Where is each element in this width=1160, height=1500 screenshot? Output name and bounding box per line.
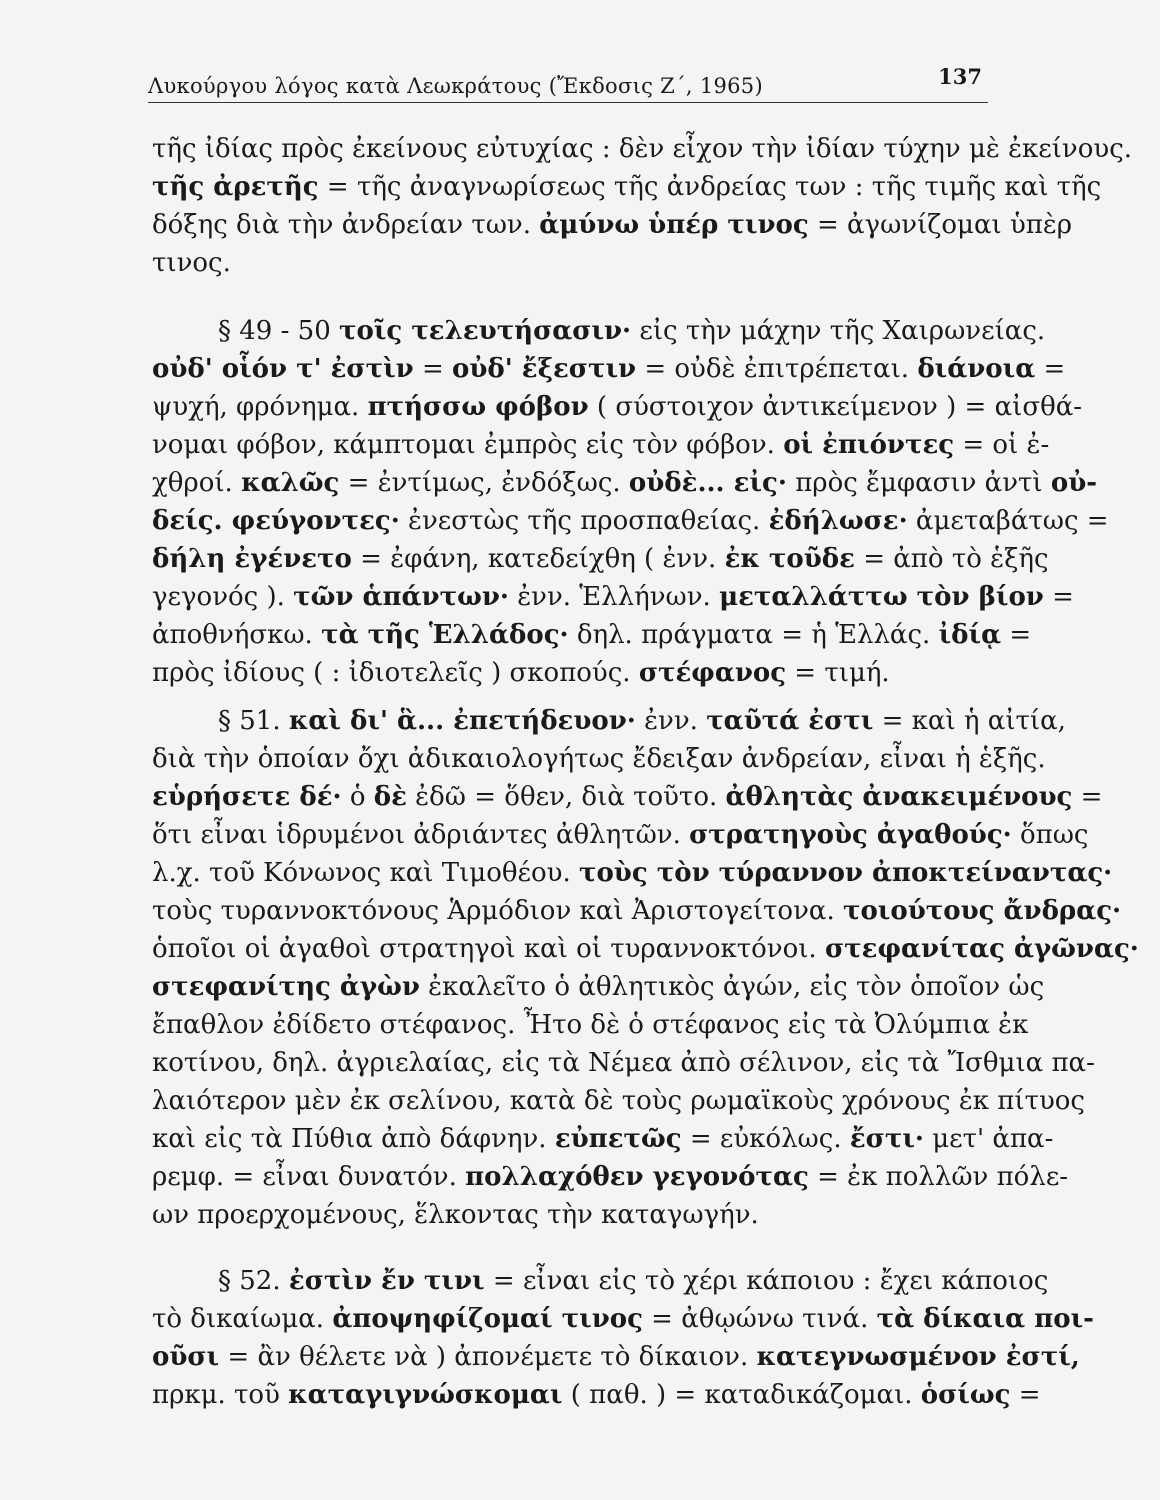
headword: τῆς ἀρετῆς <box>152 172 319 202</box>
headword: ὁσίως <box>920 1380 1011 1410</box>
headword: καὶ δι' ἃ... ἐπετήδευον· <box>288 706 636 736</box>
headword: οῦσι <box>152 1342 220 1372</box>
headword: τοῖς τελευτήσασιν· <box>339 316 632 346</box>
gloss-text: = ἀγωνίζομαι ὑπὲρ <box>808 210 1073 240</box>
gloss-text: = <box>1035 354 1066 384</box>
gloss-text: ἐνν. Ἑλλήνων. <box>508 582 720 612</box>
gloss-text: ων προερχομένους, ἕλκοντας τὴν καταγωγήν. <box>152 1200 759 1230</box>
headword: ἀμύνω ὑπέρ τινος <box>539 210 809 240</box>
gloss-text: = ἀθῳώνω τινά. <box>642 1304 877 1334</box>
headword: ἀποψηφίζομαί τινος <box>332 1304 643 1334</box>
headword: τοὺς τὸν τύραννον ἀποκτείναντας· <box>578 858 1113 888</box>
text-line <box>152 1196 982 1234</box>
text-line <box>152 168 1102 206</box>
text-line <box>152 206 1073 244</box>
gloss-text: ὅτι εἶναι ἱδρυμένοι ἀδριάντες ἀθλητῶν. <box>152 820 690 850</box>
headword: εὑρήσετε δέ· <box>152 782 342 812</box>
headword: οὐ- <box>1050 468 1098 498</box>
text-line <box>152 540 1049 578</box>
headword: οὐδ' οἷόν τ' ἐστὶν <box>152 354 414 384</box>
gloss-text: ἐδῶ = ὅθεν, διὰ τοῦτο. <box>406 782 726 812</box>
headword: καλῶς <box>241 468 340 498</box>
gloss-text: κοτίνου, δηλ. ἀγριελαίας, εἰς τὰ Νέμεα ἀπὸ σέλινον, εἰς τὰ Ἴσθμια πα- <box>152 1048 1095 1078</box>
text-line <box>152 1376 1041 1414</box>
headword: ἀθλητὰς ἀνακειμένους <box>725 782 1073 812</box>
gloss-text: = τῆς ἀναγνωρίσεως τῆς ἀνδρείας των : τῆς τιμῆς καὶ τῆς <box>318 172 1102 202</box>
gloss-text: ( σύστοιχον ἀντικείμενον ) = αἰσθά- <box>588 392 1083 422</box>
gloss-text: ὁποῖοι οἱ ἀγαθοὶ στρατηγοὶ καὶ οἱ τυραννοκτόνοι. <box>152 934 825 964</box>
gloss-text: = οὐδὲ ἐπιτρέπεται. <box>636 354 918 384</box>
running-header <box>148 62 988 103</box>
headword: δήλη ἐγένετο <box>152 544 352 574</box>
gloss-text: τῆς ἰδίας πρὸς ἐκείνους εὐτυχίας : δὲν εἶχον τὴν ἰδίαν τύχην μὲ ἐκείνους. <box>152 134 1133 164</box>
gloss-text: χθροί. <box>152 468 242 498</box>
gloss-text: γεγονός ). <box>152 582 294 612</box>
headword: οἱ ἐπιόντες <box>783 430 955 460</box>
text-line <box>152 244 982 282</box>
text-line <box>152 654 982 692</box>
text-line <box>218 312 1046 350</box>
gloss-text: τινος. <box>152 248 231 278</box>
headword: στέφανος <box>638 658 787 688</box>
headword: καταγιγνώσκομαι <box>288 1380 563 1410</box>
headword: ἔστι· <box>849 1124 924 1154</box>
headword: τῶν ἁπάντων· <box>293 582 509 612</box>
headword: στρατηγοὺς ἀγαθούς· <box>689 820 1012 850</box>
text-line <box>152 1006 1029 1044</box>
gloss-text: § 51. <box>218 706 289 736</box>
gloss-text: ἐνν. <box>635 706 707 736</box>
headword: ἰδίᾳ <box>938 620 1002 650</box>
headword: οὐδ' ἔξεστιν <box>452 354 637 384</box>
gloss-text: ἐνεστὼς τῆς προσπαθείας. <box>399 506 769 536</box>
text-line <box>218 1262 1049 1300</box>
gloss-text: τὸ δικαίωμα. <box>152 1304 333 1334</box>
headword: κατεγνωσμένον ἐστί, <box>756 1342 1080 1372</box>
gloss-text: ἐκαλεῖτο ὁ ἀθλητικὸς ἀγών, εἰς τὸν ὁποῖον ὡς <box>419 972 1045 1002</box>
gloss-text: = ἐφάνη, κατεδείχθη ( ἐνν. <box>351 544 725 574</box>
text-line <box>152 930 1139 968</box>
page-number: 137 <box>938 64 982 89</box>
gloss-text: = ἐκ πολλῶν πόλε- <box>808 1162 1069 1192</box>
gloss-text: = καὶ ἡ αἰτία, <box>873 706 1066 736</box>
headword: τὰ δίκαια ποι- <box>876 1304 1094 1334</box>
gloss-text: = τιμή. <box>786 658 890 688</box>
gloss-text: ψυχή, φρόνημα. <box>152 392 368 422</box>
text-line <box>152 502 1109 540</box>
text-line <box>218 702 1066 740</box>
gloss-text: § 52. <box>218 1266 289 1296</box>
headword: στεφανίτας ἀγῶνας· <box>824 934 1139 964</box>
text-line <box>152 1158 1069 1196</box>
running-title: Λυκούργου λόγος κατὰ Λεωκράτους (Ἔκδοσις Ζ΄, 1965) <box>148 74 763 98</box>
gloss-text: = <box>1010 1380 1041 1410</box>
text-line <box>152 778 1103 816</box>
headword: πτήσσω φόβον <box>367 392 589 422</box>
gloss-text: πρὸς ἰδίους ( : ἰδιοτελεῖς ) σκοπούς. <box>152 658 639 688</box>
headword: ἐδήλωσε· <box>768 506 908 536</box>
text-line <box>152 616 1032 654</box>
text-line <box>152 426 1050 464</box>
headword: δὲ <box>373 782 407 812</box>
gloss-text: πρὸς ἔμφασιν ἀντὶ <box>786 468 1051 498</box>
headword: μεταλλάττω τὸν βίον <box>719 582 1044 612</box>
gloss-text: λ.χ. τοῦ Κόνωνος καὶ Τιμοθέου. <box>152 858 579 888</box>
text-line <box>152 1338 1080 1376</box>
gloss-text: εἰς τὴν μάχην τῆς Χαιρωνείας. <box>631 316 1046 346</box>
text-line <box>152 464 1098 502</box>
text-line <box>152 388 1083 426</box>
text-line <box>152 892 1122 930</box>
gloss-text: λαιότερον μὲν ἐκ σελίνου, κατὰ δὲ τοὺς ρωμαϊκοὺς χρόνους ἐκ πίτυος <box>152 1086 1085 1116</box>
headword: ἐστὶν ἔν τινι <box>288 1266 485 1296</box>
headword: οὐδὲ... εἰς· <box>628 468 787 498</box>
gloss-text: = εὐκόλως. <box>681 1124 850 1154</box>
headword: τοιούτους ἄνδρας· <box>842 896 1122 926</box>
gloss-text: = εἶναι εἰς τὸ χέρι κάποιου : ἔχει κάποιος <box>484 1266 1049 1296</box>
headword: εὐπετῶς <box>554 1124 682 1154</box>
headword: στεφανίτης ἀγὼν <box>152 972 420 1002</box>
gloss-text: καὶ εἰς τὰ Πύθια ἀπὸ δάφνην. <box>152 1124 555 1154</box>
gloss-text: δηλ. πράγματα = ἡ Ἑλλάς. <box>568 620 939 650</box>
gloss-text: = οἱ ἐ- <box>954 430 1050 460</box>
headword: πολλαχόθεν γεγονότας <box>465 1162 809 1192</box>
text-line <box>152 578 1074 616</box>
text-line <box>152 740 1046 778</box>
gloss-text: = <box>1001 620 1032 650</box>
headword: τὰ τῆς Ἑλλάδος· <box>321 620 569 650</box>
headword: ταῦτά ἐστι <box>706 706 874 736</box>
gloss-text: ἔπαθλον ἐδίδετο στέφανος. Ἦτο δὲ ὁ στέφανος εἰς τὰ Ὀλύμπια ἐκ <box>152 1010 1029 1040</box>
gloss-text: νομαι φόβον, κάμπτομαι ἐμπρὸς εἰς τὸν φόβον. <box>152 430 784 460</box>
gloss-text: ἀμεταβάτως = <box>907 506 1109 536</box>
headword: δείς. φεύγοντες· <box>152 506 400 536</box>
gloss-text: = ἀπὸ τὸ ἑξῆς <box>854 544 1049 574</box>
gloss-text: § 49 - 50 <box>218 316 340 346</box>
gloss-text: μετ' ἀπα- <box>923 1124 1054 1154</box>
gloss-text: τοὺς τυραννοκτόνους Ἁρμόδιον καὶ Ἀριστογείτονα. <box>152 896 843 926</box>
text-line <box>152 350 1066 388</box>
gloss-text: = <box>1043 582 1074 612</box>
text-line <box>152 1120 1054 1158</box>
gloss-text: = ἐντίμως, ἐνδόξως. <box>339 468 629 498</box>
gloss-text: = ἂν θέλετε νὰ ) ἀπονέμετε τὸ δίκαιον. <box>219 1342 757 1372</box>
gloss-text: δόξης διὰ τὴν ἀνδρείαν των. <box>152 210 540 240</box>
gloss-text: ὅπως <box>1011 820 1089 850</box>
gloss-text: ( παθ. ) = καταδικάζομαι. <box>562 1380 921 1410</box>
gloss-text: ὁ <box>341 782 374 812</box>
headword: ἐκ τοῦδε <box>724 544 855 574</box>
text-line <box>152 1300 1094 1338</box>
text-line <box>152 854 1113 892</box>
text-line <box>152 816 1089 854</box>
gloss-text: πρκμ. τοῦ <box>152 1380 289 1410</box>
text-line <box>152 968 1045 1006</box>
text-line <box>152 1082 1085 1120</box>
headword: διάνοια <box>917 354 1036 384</box>
text-line <box>152 1044 1095 1082</box>
gloss-text: διὰ τὴν ὁποίαν ὄχι ἀδικαιολογήτως ἔδειξαν ἀνδρείαν, εἶναι ἡ ἑξῆς. <box>152 744 1046 774</box>
gloss-text: = <box>1072 782 1103 812</box>
gloss-text: = <box>413 354 453 384</box>
gloss-text: ρεμφ. = εἶναι δυνατόν. <box>152 1162 466 1192</box>
text-line <box>152 130 1133 168</box>
gloss-text: ἀποθνήσκω. <box>152 620 322 650</box>
